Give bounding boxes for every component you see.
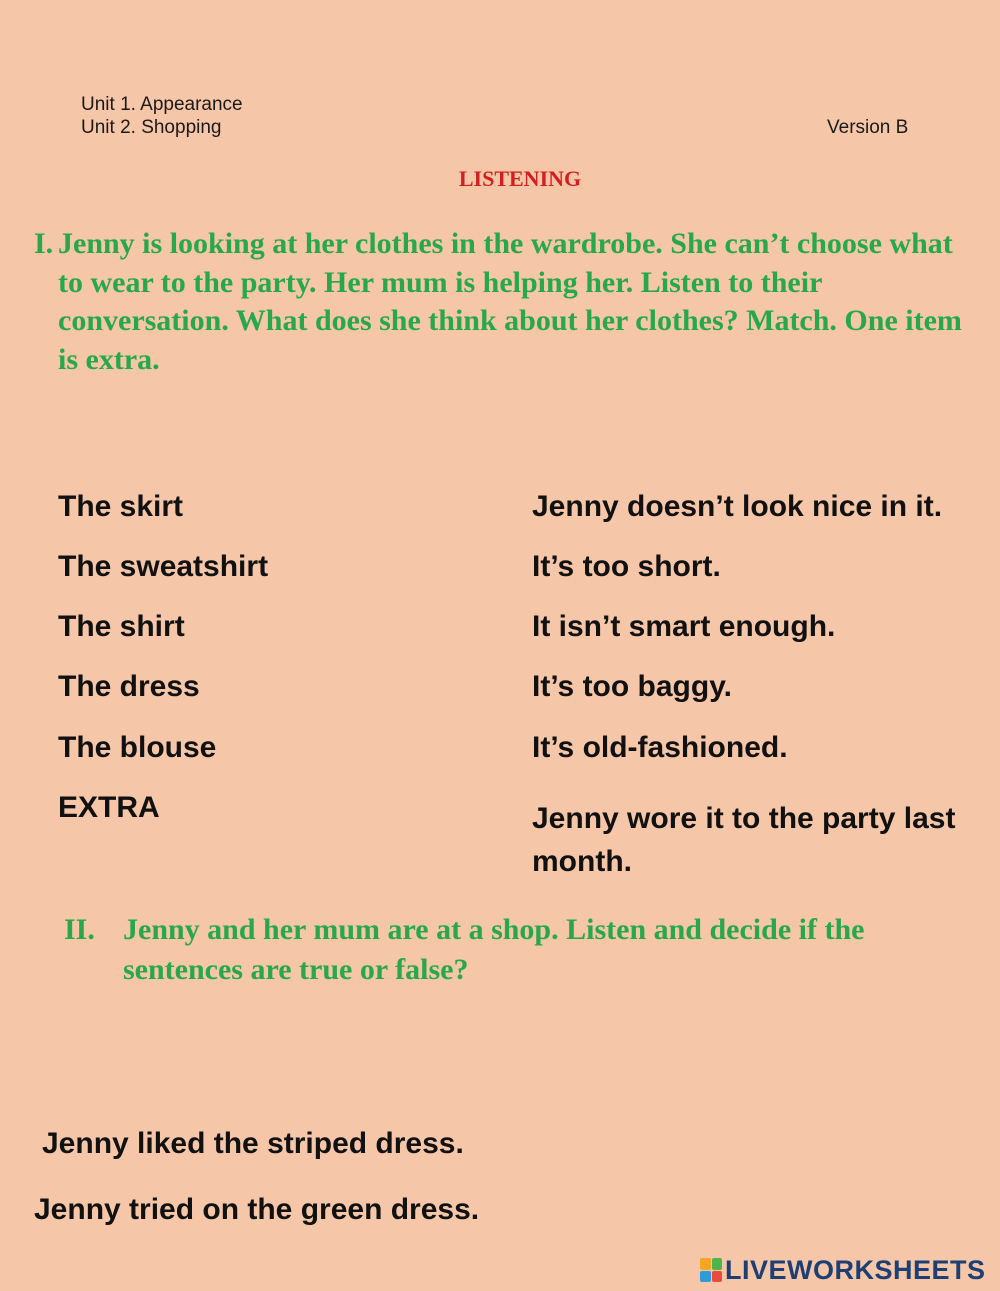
unit-2-label: Unit 2. Shopping <box>81 117 222 138</box>
logo-text: LIVEWORKSHEETS <box>725 1254 986 1285</box>
statement-1: Jenny liked the striped dress. <box>42 1127 464 1160</box>
liveworksheets-logo <box>700 1254 986 1286</box>
unit-1-label: Unit 1. Appearance <box>81 94 243 115</box>
right-item-6: Jenny wore it to the party last month. <box>532 802 956 878</box>
left-item-sweatshirt: The sweatshirt <box>58 550 269 583</box>
left-item-extra: EXTRA <box>58 791 160 824</box>
logo-icon <box>700 1258 722 1282</box>
statement-2: Jenny tried on the green dress. <box>34 1193 480 1226</box>
version-label: Version B <box>827 117 909 138</box>
right-item-5: It’s old-fashioned. <box>532 731 788 764</box>
exercise-2-number: II. <box>64 913 95 946</box>
exercise-1-text: Jenny is looking at her clothes in the wardrobe. She can’t choose what to wear to the party. Her mum is helping her. Listen to their conversation. What does she think about her clothes? Match. One item is extra. <box>58 227 962 376</box>
right-item-3: It isn’t smart enough. <box>532 610 836 643</box>
left-item-dress: The dress <box>58 670 200 703</box>
left-item-shirt: The shirt <box>58 610 185 643</box>
exercise-2-text: Jenny and her mum are at a shop. Listen and decide if the sentences are true or false? <box>123 913 865 986</box>
exercise-1-number: I. <box>34 227 54 260</box>
exercise-2-instruction <box>64 910 964 990</box>
section-title: LISTENING <box>458 166 582 191</box>
right-item-4: It’s too baggy. <box>532 670 732 703</box>
exercise-1-instruction <box>34 225 964 379</box>
left-item-blouse: The blouse <box>58 731 217 764</box>
right-item-1: Jenny doesn’t look nice in it. <box>532 490 943 523</box>
left-item-skirt: The skirt <box>58 490 184 523</box>
right-item-2: It’s too short. <box>532 550 721 583</box>
